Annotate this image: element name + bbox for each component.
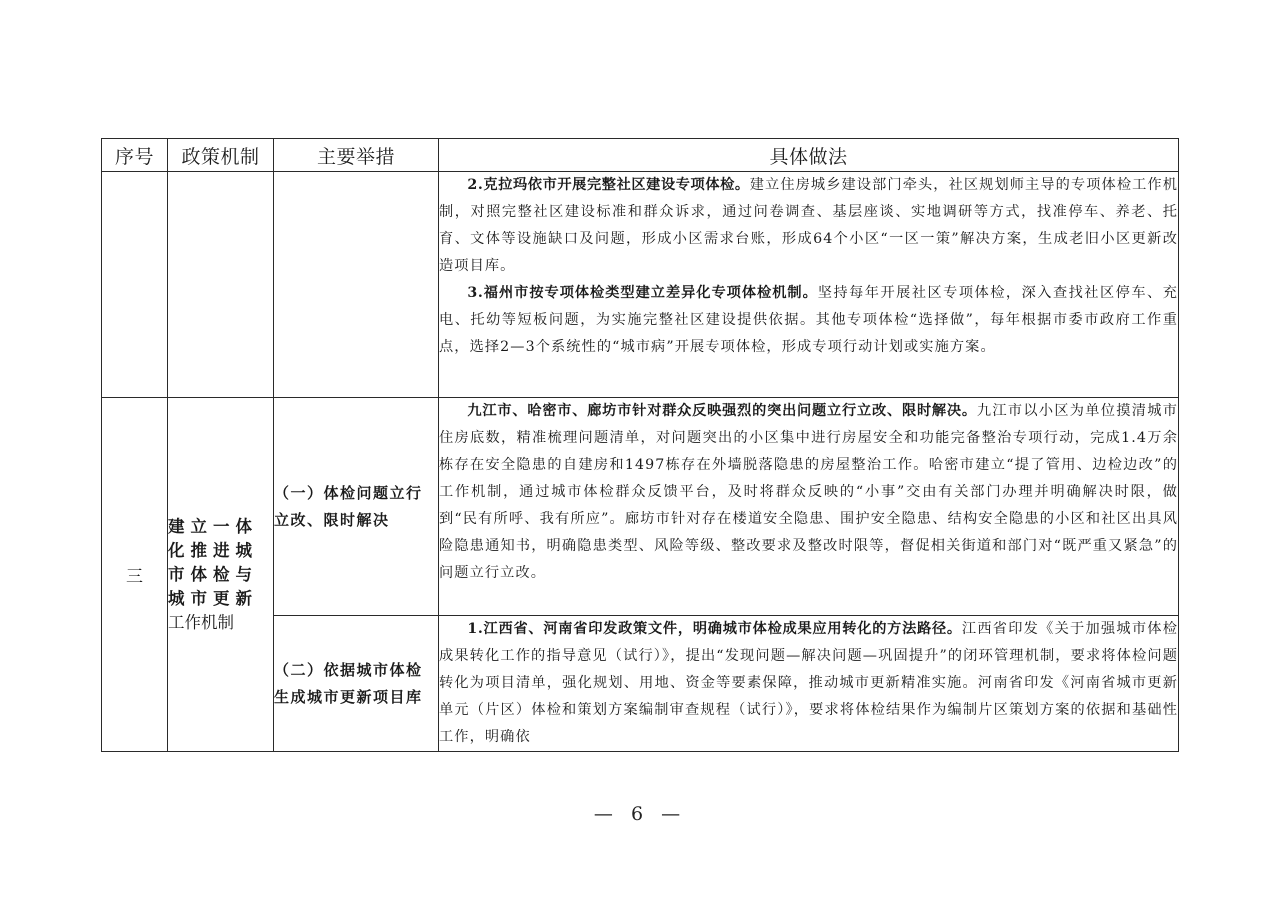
- table-row: [102, 398, 1179, 616]
- detail-heading: 3.福州市按专项体检类型建立差异化专项体检机制。: [467, 285, 818, 301]
- header-no: 序号: [102, 139, 168, 172]
- row-measure-cell: [274, 172, 439, 398]
- detail-heading: 九江市、哈密市、廊坊市针对群众反映强烈的突出问题立行立改、限时解决。: [467, 403, 977, 419]
- mechanism-line: 建立一体: [168, 516, 258, 536]
- detail-heading: 2.克拉玛依市开展完整社区建设专项体检。: [467, 177, 750, 193]
- page-number: — 6 —: [593, 803, 687, 825]
- detail-paragraph: [439, 172, 1178, 280]
- row-measure-cell: （二）依据城市体检生成城市更新项目库: [274, 616, 439, 752]
- detail-text: 九江市以小区为单位摸清城市住房底数，精准梳理问题清单，对问题突出的小区集中进行房屋安全和功能完备整治专项行动，完成1.4万余栋存在安全隐患的自建房和1497栋存在外墙脱落隐患的房屋整治工作。哈密市建立“提了管用、边检边改”的工作机制，通过城市体检群众反馈平台，及时将群众反映的“小事”交由有关部门办理并明确解决时限，做到“民有所呼、我有所应”。廊坊市针对存在楼道安全隐患、围护安全隐患、结构安全隐患的小区和社区出具风险隐患通知书，明确隐患类型、风险等级、整改要求及整改时限等，督促相关街道和部门对“既严重又紧急”的问题立行立改。: [439, 403, 1178, 581]
- table-header-row: [102, 139, 1179, 172]
- row-detail-cell: [439, 172, 1179, 398]
- header-mechanism: 政策机制: [168, 139, 274, 172]
- detail-text: 江西省印发《关于加强城市体检成果转化工作的指导意见（试行）》，提出“发现问题—解决问题—巩固提升”的闭环管理机制，要求将体检问题转化为项目清单，强化规划、用地、资金等要素保障，推动城市更新精准实施。河南省印发《河南省城市更新单元（片区）体检和策划方案编制审查规程（试行）》，要求将体检结果作为编制片区策划方案的依据和基础性工作，明确依: [439, 621, 1178, 745]
- table-row: [102, 172, 1179, 398]
- header-detail: 具体做法: [439, 139, 1179, 172]
- header-measure: 主要举措: [274, 139, 439, 172]
- row-no-cell: [102, 172, 168, 398]
- detail-paragraph: [439, 616, 1178, 751]
- policy-table: [101, 138, 1179, 752]
- detail-text: 坚持每年开展社区专项体检，深入查找社区停车、充电、托幼等短板问题，为实施完整社区建设提供依据。其他专项体检“选择做”，每年根据市委市政府工作重点，选择2—3个系统性的“城市病”开展专项体检，形成专项行动计划或实施方案。: [439, 285, 1178, 355]
- row-mechanism-cell: [168, 172, 274, 398]
- detail-heading: 1.江西省、河南省印发政策文件，明确城市体检成果应用转化的方法路径。: [467, 621, 962, 637]
- row-mechanism-cell: [168, 398, 274, 752]
- mechanism-line: 化推进城: [168, 540, 258, 560]
- mechanism-line: 工作机制: [168, 612, 234, 632]
- row-detail-cell: [439, 616, 1179, 752]
- detail-paragraph: [439, 280, 1178, 361]
- row-measure-cell: （一）体检问题立行立改、限时解决: [274, 398, 439, 616]
- row-no-cell: 三: [102, 398, 168, 752]
- row-detail-cell: [439, 398, 1179, 616]
- mechanism-line: 城市更新: [168, 588, 258, 608]
- detail-paragraph: [439, 398, 1178, 587]
- mechanism-line: 市体检与: [168, 564, 258, 584]
- detail-text: 建立住房城乡建设部门牵头，社区规划师主导的专项体检工作机制，对照完整社区建设标准和群众诉求，通过问卷调查、基层座谈、实地调研等方式，找准停车、养老、托育、文体等设施缺口及问题，形成小区需求台账，形成64个小区“一区一策”解决方案，生成老旧小区更新改造项目库。: [439, 177, 1178, 274]
